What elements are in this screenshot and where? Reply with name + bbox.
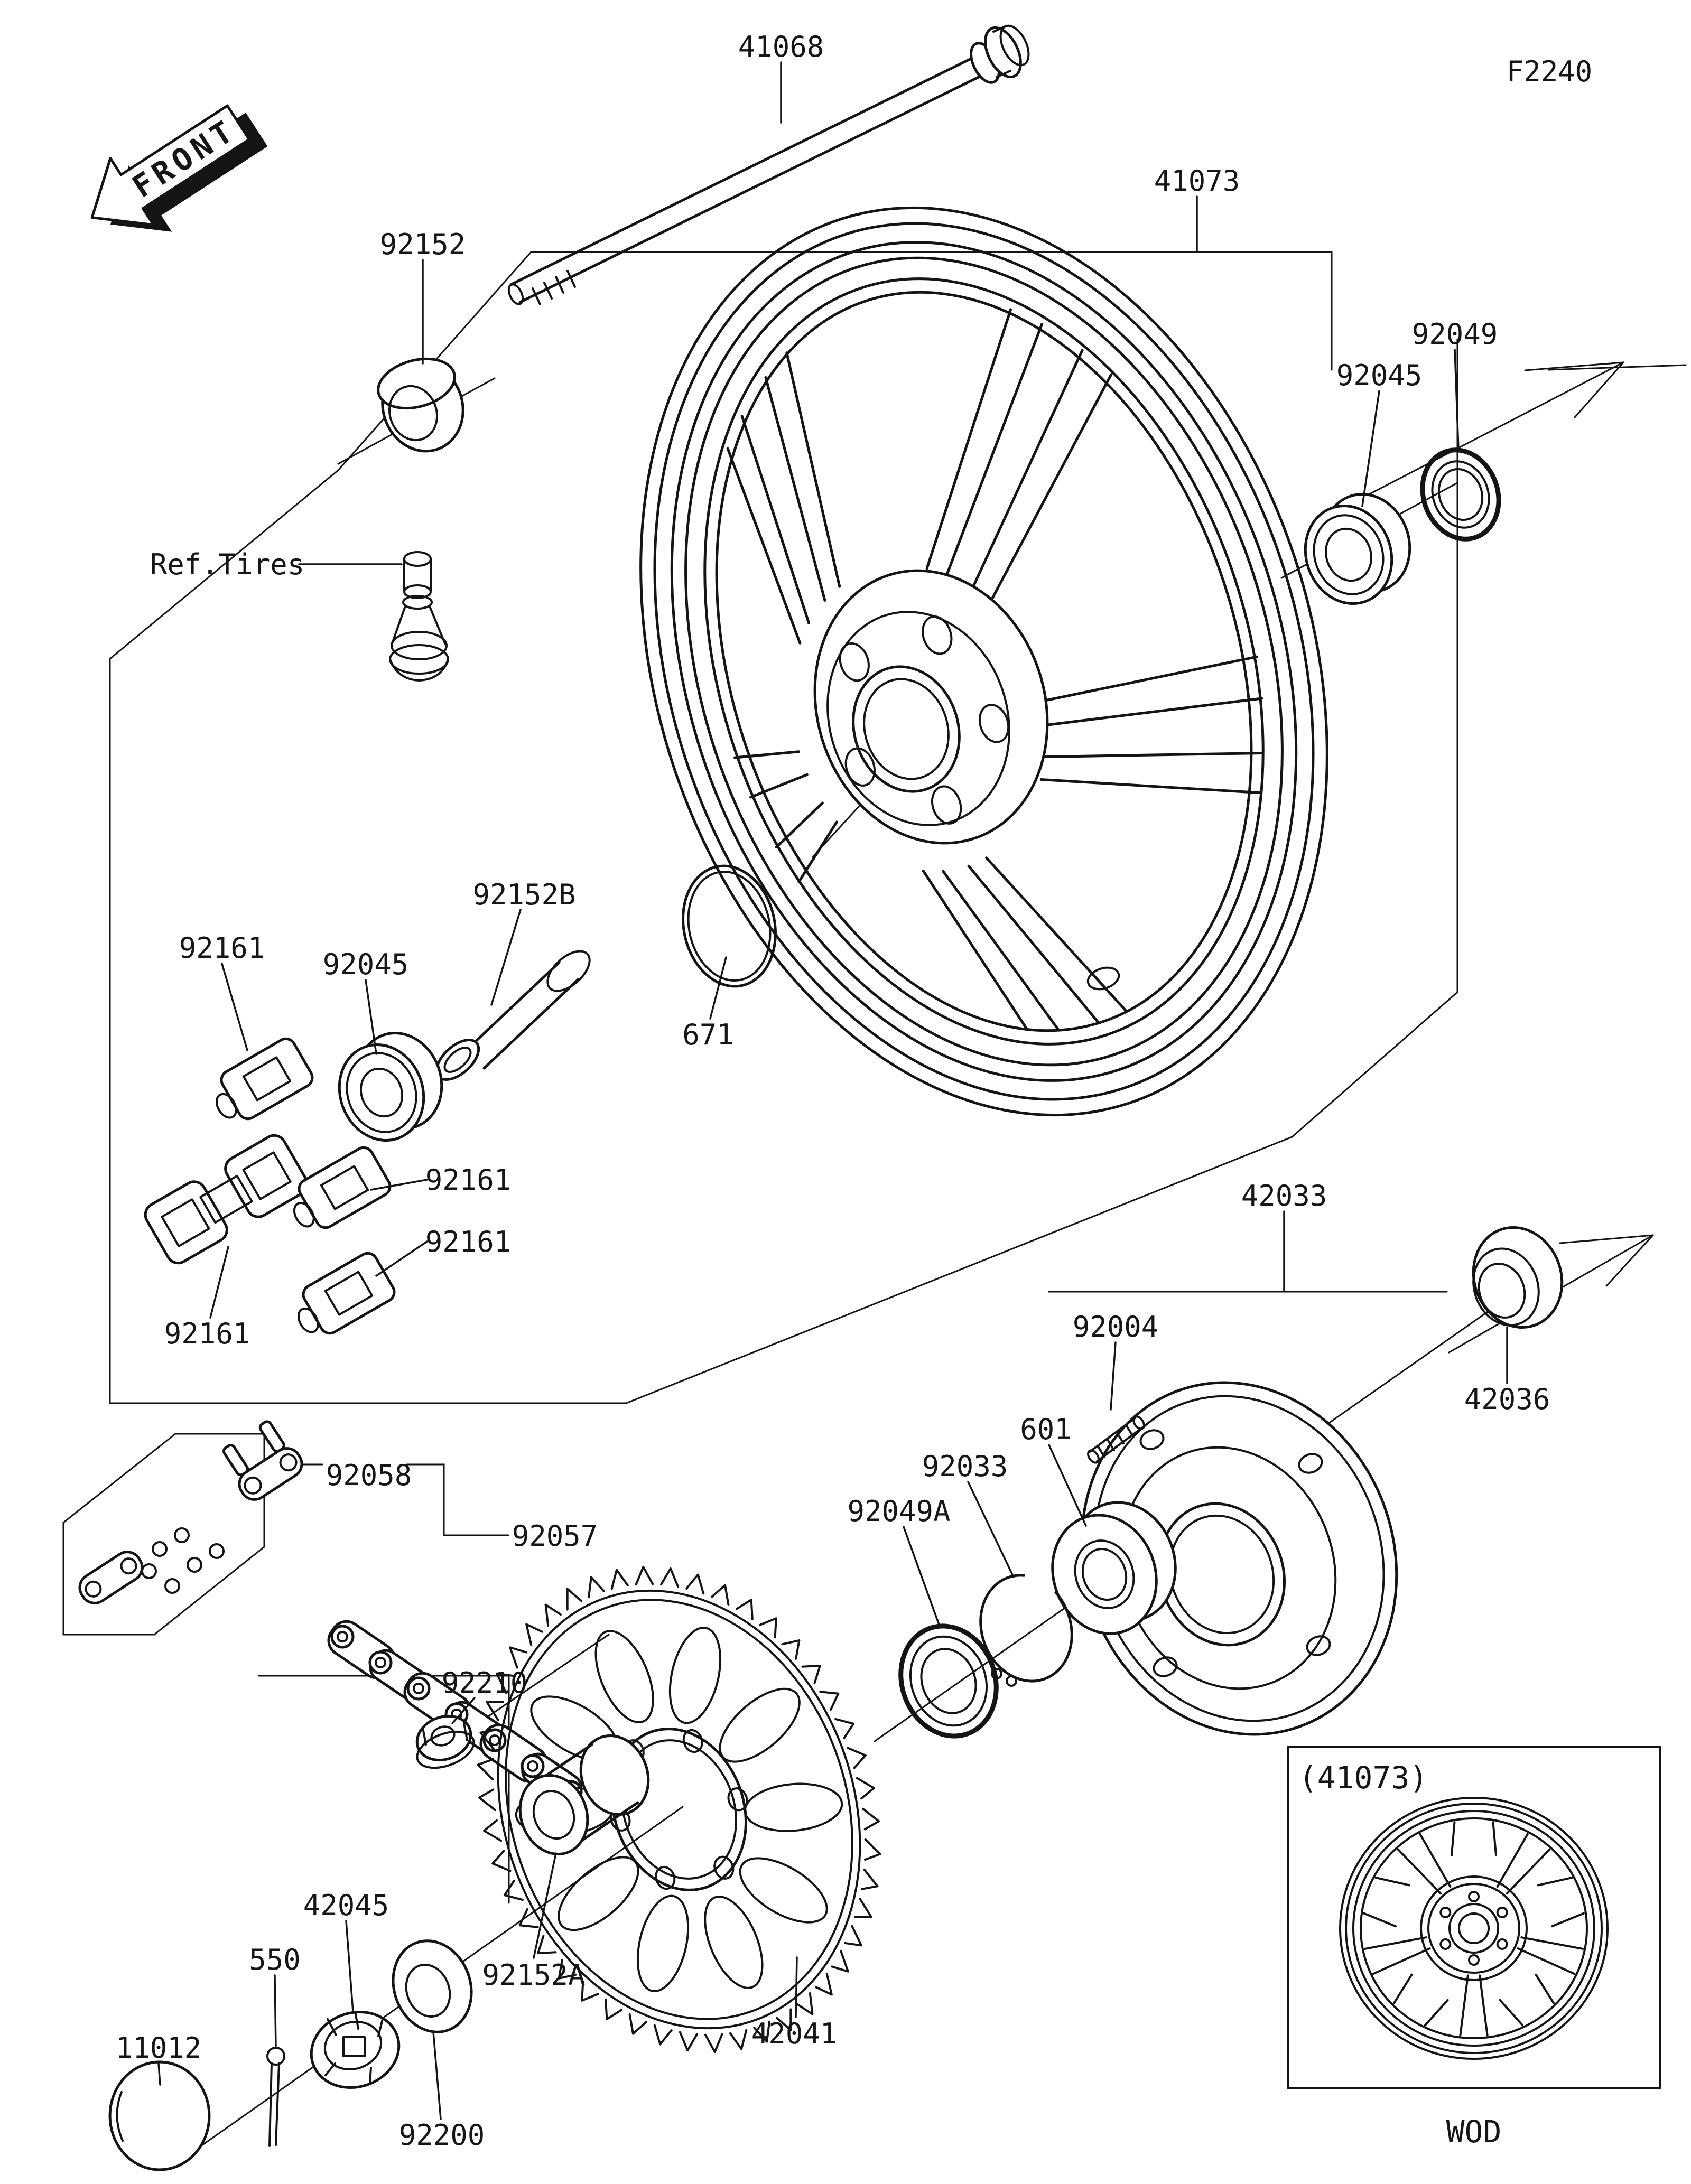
leader-line [433,2032,441,2119]
chain-master-link [75,1416,307,1608]
axle-collar [370,351,475,462]
inset-wheel-front-view [1340,1798,1608,2059]
page-code: F2240 [1506,55,1593,88]
part-label-92152: 92152 [379,228,466,261]
leader-line [1049,1445,1086,1526]
flat-washer [380,1930,484,2043]
part-label-42036: 42036 [1464,1383,1550,1416]
part-label-92033: 92033 [922,1450,1008,1483]
part-label-92049: 92049 [1411,318,1498,351]
part-label-42033: 42033 [1241,1179,1327,1212]
part-label-92045: 92045 [1336,359,1423,392]
part-label-92049A: 92049A [847,1495,951,1528]
part-label-11012: 11012 [115,2031,202,2065]
part-label-92161: 92161 [179,931,265,965]
part-labels [116,30,1550,2152]
part-label-92161: 92161 [164,1317,250,1350]
part-label-92210: 92210 [441,1666,528,1700]
oil-seal [1410,439,1511,550]
rear-wheel [528,118,1439,1205]
oil-seal [886,1612,1011,1749]
inset-title: (41073) [1298,1760,1428,1796]
wheel-inset [1288,1747,1660,2150]
part-label-92045: 92045 [322,948,409,981]
part-label-92057: 92057 [512,1519,598,1553]
part-label-92161: 92161 [425,1225,512,1258]
leader-line [904,1527,940,1626]
leader-line [222,964,247,1050]
front-direction-arrow [70,83,278,264]
part-label-92152A: 92152A [482,1958,586,1992]
leader-line [1111,1342,1116,1410]
leader-line [534,1853,556,1958]
part-label-92200: 92200 [398,2118,485,2152]
cotter-pin [267,2048,284,2146]
inset-caption: WOD [1446,2114,1502,2150]
part-label-42045: 42045 [303,1889,389,1922]
leader-line [376,1242,427,1276]
part-label-41073: 41073 [1154,164,1240,198]
part-label-601: 601 [1020,1413,1072,1446]
part-label-41068: 41068 [738,30,824,63]
leader-line [710,957,726,1019]
axle-shaft [506,21,1034,306]
leader-line [796,1957,797,2017]
hub-cap [1460,1215,1576,1340]
part-label-Ref.Tires: Ref.Tires [150,548,305,581]
part-label-671: 671 [682,1018,734,1051]
part-label-92004: 92004 [1072,1310,1159,1343]
part-label-92058: 92058 [326,1459,412,1492]
leader-line [210,1247,228,1318]
front-arrow-label: FRONT [126,111,243,205]
leader-line [491,910,521,1005]
part-label-550: 550 [249,1943,301,1976]
ball-bearing [1292,482,1424,615]
part-label-92152B: 92152B [472,878,576,911]
part-label-92161: 92161 [425,1163,512,1197]
leader-line [1362,391,1379,506]
castle-nut [301,2001,408,2098]
ball-bearing [326,1021,455,1152]
o-ring [672,857,786,995]
spacer-tube [430,944,597,1087]
leader-line [275,1975,276,2048]
part-label-42041: 42041 [751,2017,838,2050]
tire-valve-stem [390,552,448,680]
leader-line [968,1482,1014,1577]
leader-line [346,1921,353,2012]
